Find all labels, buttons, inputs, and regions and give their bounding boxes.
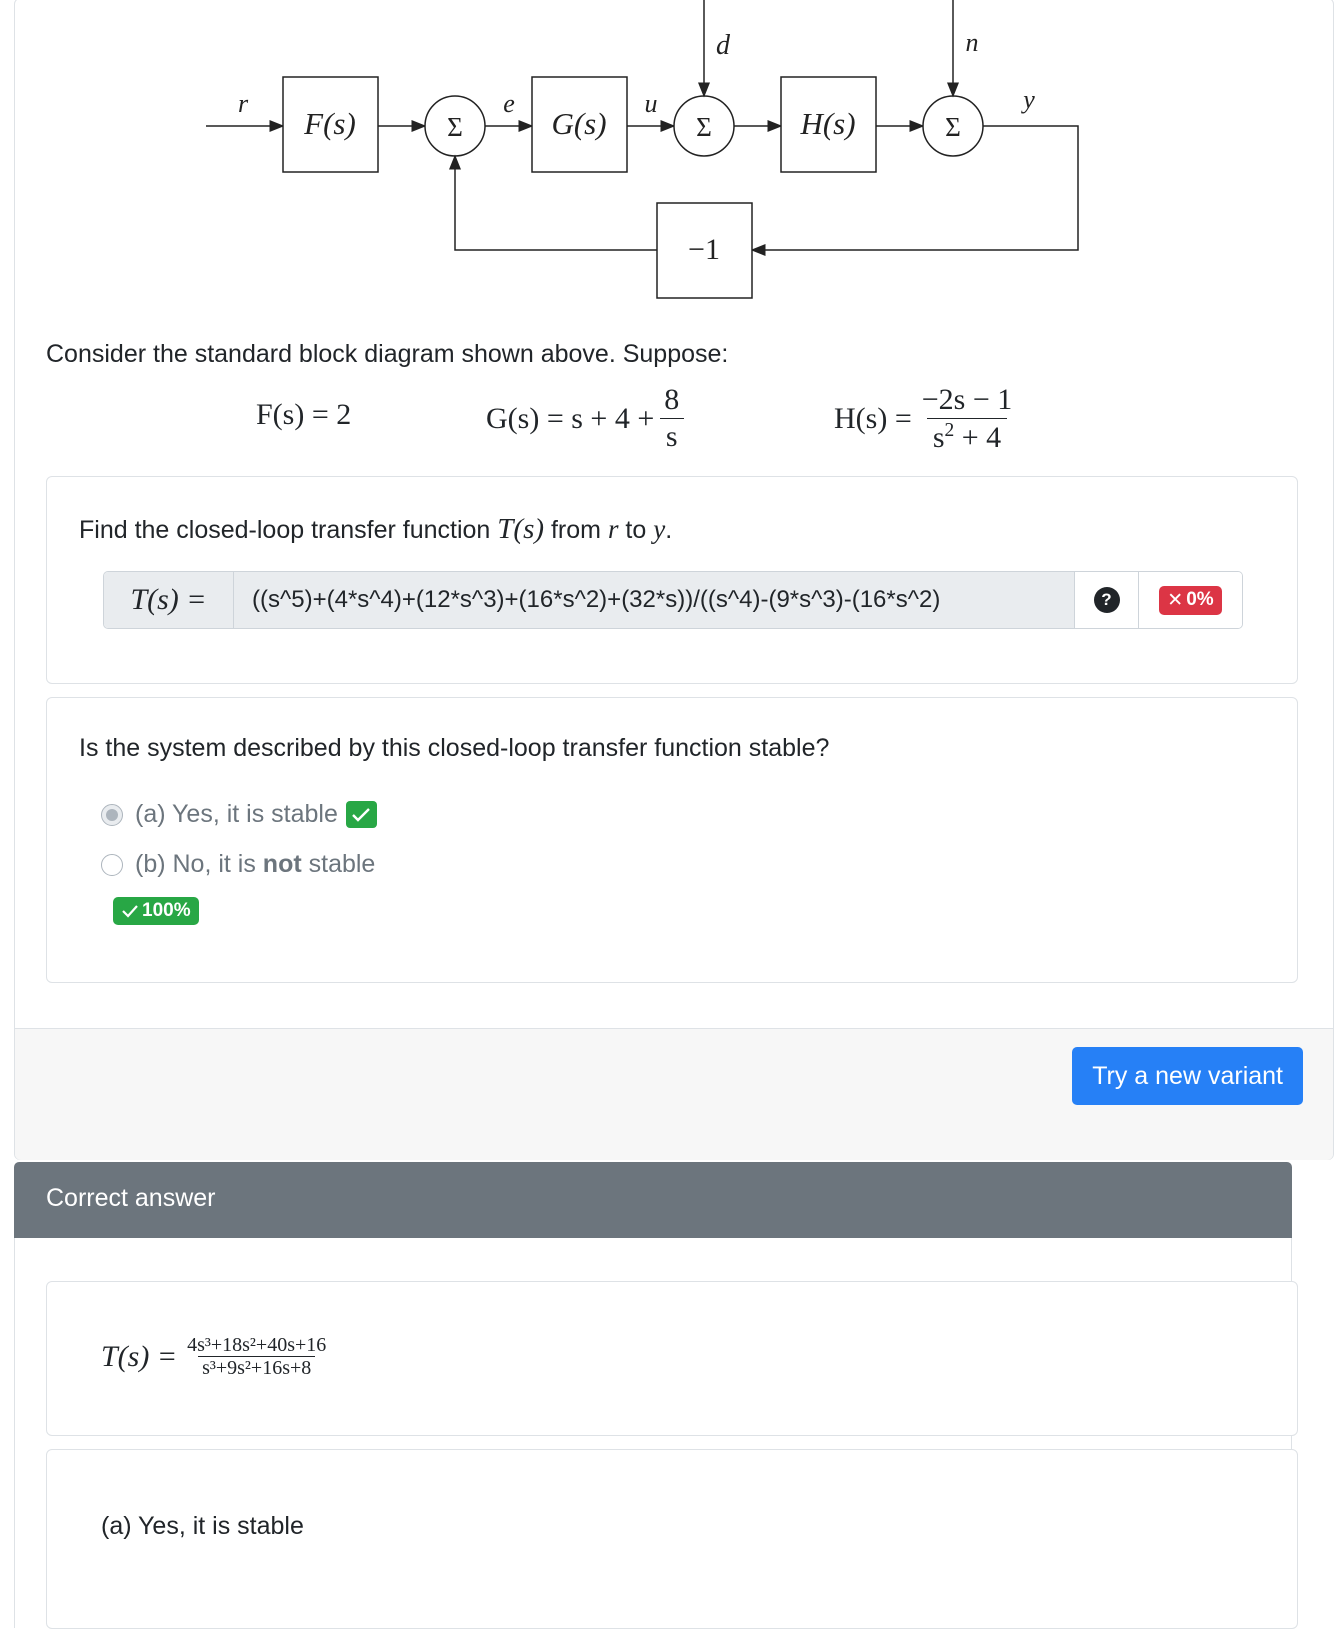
- label-bold: not: [262, 850, 302, 878]
- prompt-text: Find the closed-loop transfer function: [79, 516, 498, 544]
- den-exp: 2: [944, 420, 955, 441]
- option-a[interactable]: [101, 800, 377, 829]
- score-value: 0%: [1186, 589, 1214, 610]
- part2-prompt: Is the system described by this closed-loop transfer function stable?: [79, 734, 830, 762]
- equation-G: [486, 382, 689, 455]
- den-base: s: [932, 421, 945, 454]
- check-icon: [346, 801, 377, 828]
- answer-tf: [101, 1334, 330, 1379]
- prompt-T: T(s): [497, 513, 545, 545]
- sum-label: Σ: [696, 112, 712, 142]
- prompt-text: from: [544, 516, 608, 544]
- check-icon: [121, 904, 139, 918]
- option-b-label: [135, 850, 375, 879]
- part2-score: [113, 897, 199, 925]
- help-icon: ?: [1094, 587, 1120, 613]
- block-F-label: F(s): [304, 106, 356, 141]
- equation-F: [256, 398, 351, 432]
- equation-G-lhs: G(s) = s + 4 +: [486, 401, 655, 435]
- answer-part1-card: [46, 1281, 1298, 1436]
- equation-H-num: −2s − 1: [921, 383, 1013, 416]
- label-pre: (b) No, it is: [135, 850, 263, 878]
- correct-answer-header: Correct answer: [14, 1162, 1292, 1238]
- radio-b[interactable]: [101, 854, 123, 876]
- prompt-y: y: [653, 514, 666, 544]
- answer-part2-card: [46, 1449, 1298, 1629]
- input-label: T(s) =: [104, 572, 234, 628]
- option-a-label: (a) Yes, it is stable: [135, 800, 338, 828]
- help-button[interactable]: [1074, 572, 1138, 628]
- equation-F-text: F(s) = 2: [256, 398, 352, 431]
- part1-prompt: [79, 513, 672, 546]
- signal-n: n: [965, 28, 979, 57]
- block-feedback-label: −1: [688, 233, 720, 266]
- answer-den: s³+9s²+16s+8: [198, 1356, 315, 1379]
- answer-T-label: T(s) =: [101, 1339, 178, 1373]
- signal-y: y: [1023, 85, 1035, 114]
- equation-G-den: s: [660, 418, 684, 455]
- block-H-label: H(s): [800, 106, 856, 141]
- intro-text: Consider the standard block diagram shown above. Suppose:: [46, 340, 729, 368]
- x-icon: ✕: [1167, 589, 1184, 611]
- part2-card: [46, 697, 1298, 983]
- block-G-label: G(s): [551, 106, 607, 141]
- radio-a[interactable]: [101, 804, 123, 826]
- score-cell: [1138, 572, 1242, 628]
- block-diagram: [0, 0, 1344, 320]
- option-b[interactable]: [101, 850, 375, 879]
- prompt-text: .: [665, 516, 673, 544]
- den-rest: + 4: [954, 421, 1002, 454]
- score-value: 100%: [142, 900, 191, 921]
- equation-H-den: [927, 418, 1007, 456]
- prompt-text: to: [618, 516, 654, 544]
- signal-d: d: [716, 30, 730, 61]
- signal-e: e: [503, 89, 515, 118]
- sum-label: Σ: [447, 112, 463, 142]
- signal-r: r: [237, 89, 249, 118]
- try-new-variant-button[interactable]: Try a new variant: [1072, 1047, 1303, 1105]
- equation-H: [834, 382, 1022, 456]
- answer-input-group: [103, 571, 1243, 629]
- equation-H-lhs: H(s) =: [834, 402, 912, 435]
- transfer-function-input[interactable]: [234, 572, 1074, 628]
- score-badge: [1159, 586, 1221, 615]
- card-footer: [15, 1028, 1333, 1160]
- answer-stability: (a) Yes, it is stable: [101, 1512, 304, 1540]
- prompt-r: r: [607, 514, 619, 544]
- part1-card: [46, 476, 1298, 684]
- signal-u: u: [644, 89, 658, 118]
- equation-G-fraction: [658, 382, 685, 455]
- equation-H-fraction: [916, 382, 1019, 456]
- answer-num: 4s³+18s²+40s+16: [187, 1334, 327, 1356]
- score-badge: [113, 897, 199, 925]
- equation-G-num: 8: [664, 383, 680, 416]
- answer-fraction: [183, 1334, 330, 1379]
- label-post: stable: [301, 850, 376, 878]
- sum-label: Σ: [945, 112, 961, 142]
